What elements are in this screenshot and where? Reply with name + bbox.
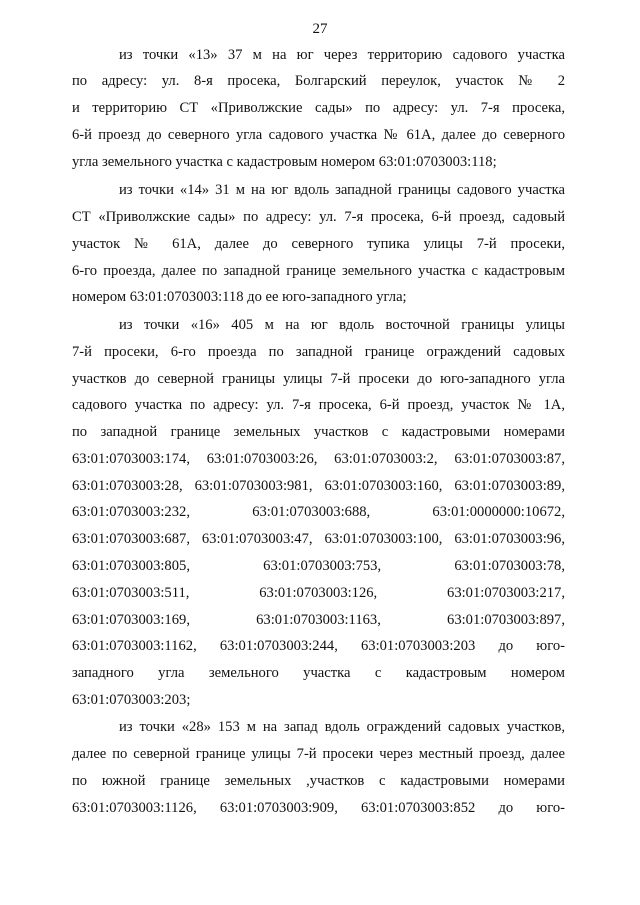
- paragraph-2-line-2: СТ «Приволжские сады» по адресу: ул. 7-я просека, 6-й проезд, садовый: [72, 209, 565, 225]
- paragraph-3-line-4: садового участка по адресу: ул. 7-я просека, 6-й проезд, участок № 1А,: [72, 397, 565, 413]
- paragraph-3-line-2: 7-й просеки, 6-го проезда по западной границе ограждений садовых: [72, 344, 565, 360]
- paragraph-4-line-3: по южной границе земельных ,участков с кадастровыми номерами: [72, 773, 565, 789]
- paragraph-3-line-15: 63:01:0703003:203;: [72, 692, 191, 708]
- paragraph-2-line-1: из точки «14» 31 м на юг вдоль западной границы садового участка: [119, 182, 565, 198]
- paragraph-4-line-2: далее по северной границе улицы 7-й просеки через местный проезд, далее: [72, 746, 565, 762]
- paragraph-3-line-11: 63:01:0703003:511, 63:01:0703003:126, 63:01:0703003:217,: [72, 585, 565, 601]
- paragraph-3-line-10: 63:01:0703003:805, 63:01:0703003:753, 63:01:0703003:78,: [72, 558, 565, 574]
- paragraph-1-line-5: угла земельного участка с кадастровым номером 63:01:0703003:118;: [72, 154, 497, 170]
- paragraph-4-line-1: из точки «28» 153 м на запад вдоль ограждений садовых участков,: [119, 719, 565, 735]
- paragraph-3-line-1: из точки «16» 405 м на юг вдоль восточной границы улицы: [119, 317, 565, 333]
- paragraph-1-line-3: и территорию СТ «Приволжские сады» по адресу: ул. 7-я просека,: [72, 100, 565, 116]
- paragraph-3-line-3: участков до северной границы улицы 7-й просеки до юго-западного угла: [72, 371, 565, 387]
- paragraph-2-line-5: номером 63:01:0703003:118 до ее юго-западного угла;: [72, 289, 407, 305]
- paragraph-1-line-4: 6-й проезд до северного угла садового участка № 61А, далее до северного: [72, 127, 565, 143]
- paragraph-4-line-4: 63:01:0703003:1126, 63:01:0703003:909, 63:01:0703003:852 до юго-: [72, 800, 565, 816]
- paragraph-3-line-9: 63:01:0703003:687, 63:01:0703003:47, 63:01:0703003:100, 63:01:0703003:96,: [72, 531, 565, 547]
- paragraph-1-line-1: из точки «13» 37 м на юг через территорию садового участка: [119, 47, 565, 63]
- paragraph-2-line-3: участок № 61А, далее до северного тупика улицы 7-й просеки,: [72, 236, 565, 252]
- paragraph-3-line-5: по западной границе земельных участков с кадастровыми номерами: [72, 424, 565, 440]
- paragraph-1-line-2: по адресу: ул. 8-я просека, Болгарский переулок, участок № 2: [72, 73, 565, 89]
- paragraph-3-line-6: 63:01:0703003:174, 63:01:0703003:26, 63:01:0703003:2, 63:01:0703003:87,: [72, 451, 565, 467]
- paragraph-2-line-4: 6-го проезда, далее по западной границе земельного участка с кадастровым: [72, 263, 565, 279]
- paragraph-3-line-12: 63:01:0703003:169, 63:01:0703003:1163, 63:01:0703003:897,: [72, 612, 565, 628]
- paragraph-3-line-13: 63:01:0703003:1162, 63:01:0703003:244, 63:01:0703003:203 до юго-: [72, 638, 565, 654]
- paragraph-3-line-8: 63:01:0703003:232, 63:01:0703003:688, 63:01:0000000:10672,: [72, 504, 565, 520]
- paragraph-3-line-7: 63:01:0703003:28, 63:01:0703003:981, 63:01:0703003:160, 63:01:0703003:89,: [72, 478, 565, 494]
- paragraph-3-line-14: западного угла земельного участка с кадастровым номером: [72, 665, 565, 681]
- page-number: 27: [312, 21, 328, 37]
